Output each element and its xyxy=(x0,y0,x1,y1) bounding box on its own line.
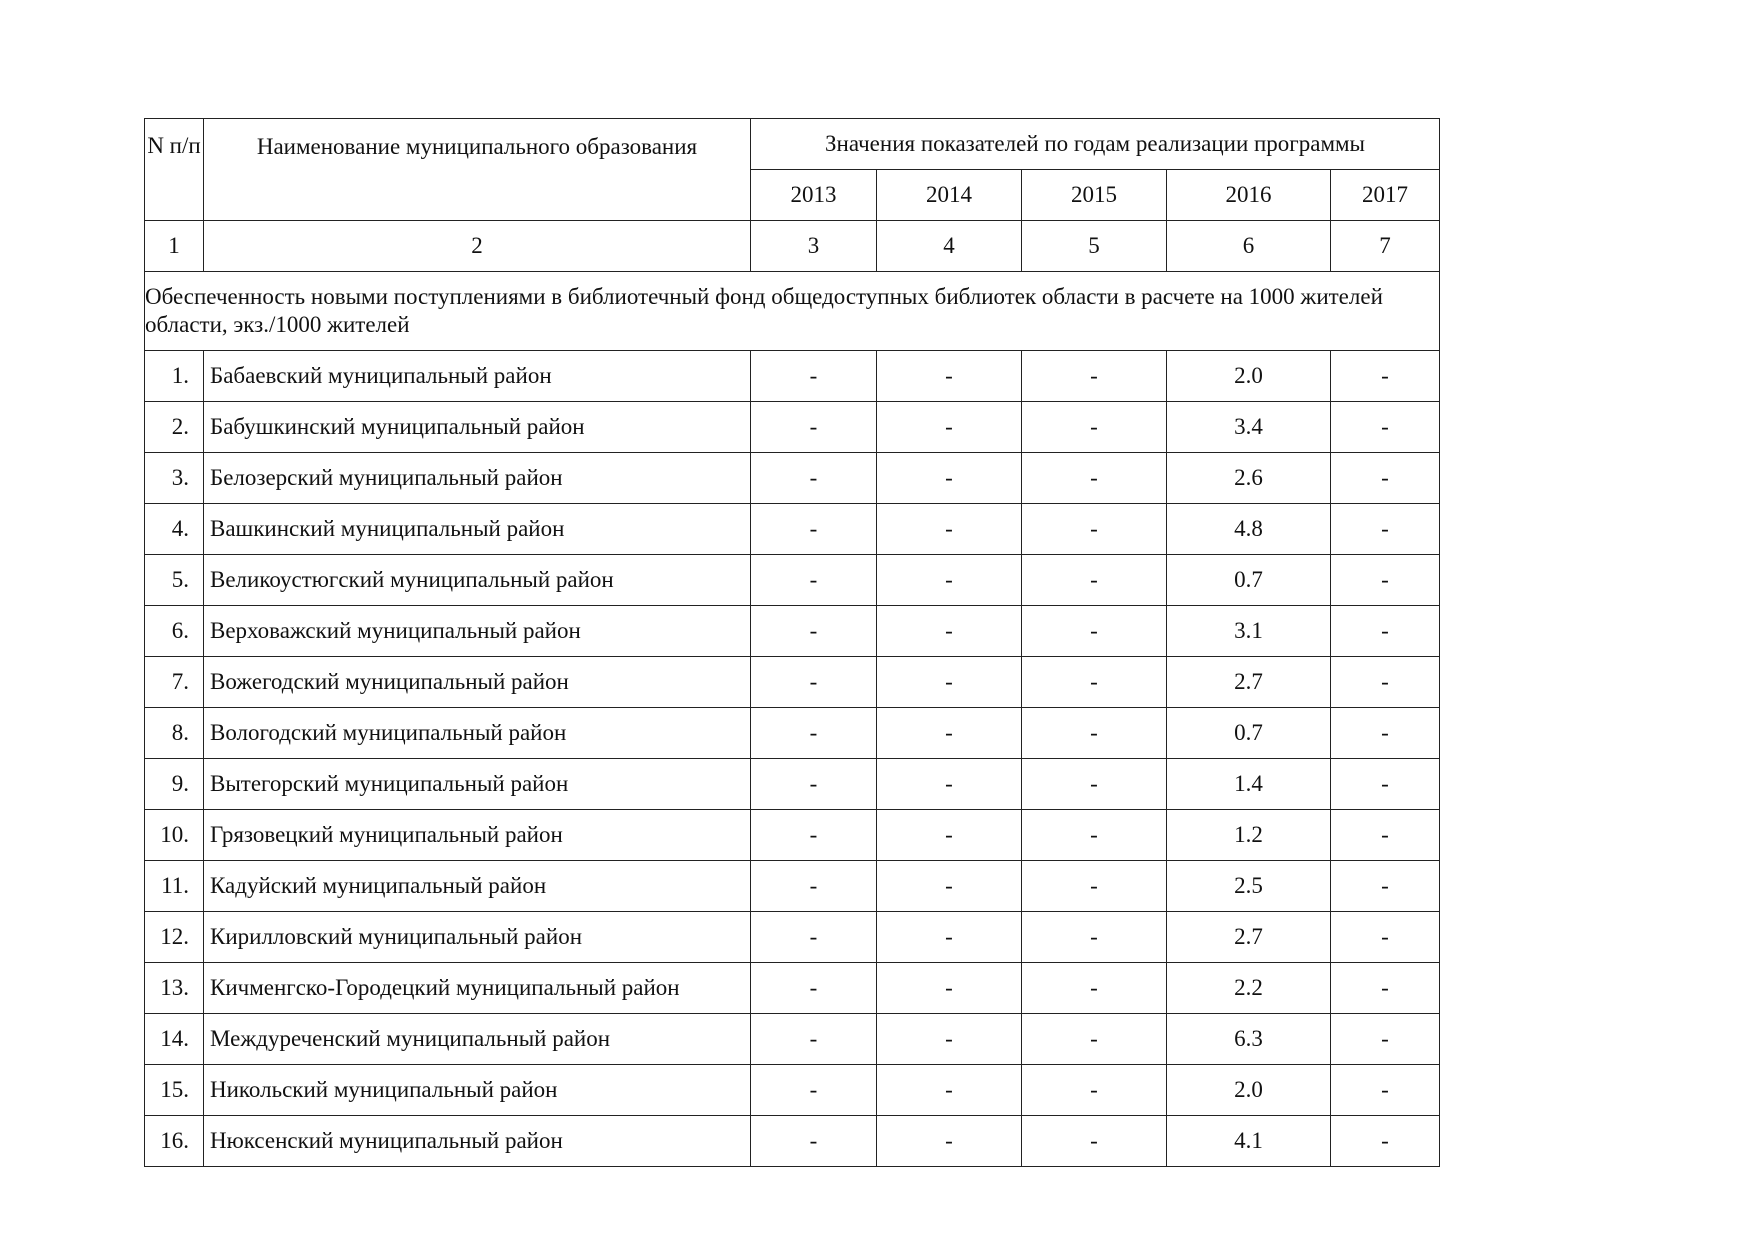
value-2017: - xyxy=(1331,504,1440,555)
section-title: Обеспеченность новыми поступлениями в библиотечный фонд общедоступных библиотек области в расчете на 1000 жителей области, экз./1000 жителей xyxy=(145,272,1440,351)
header-year-2016: 2016 xyxy=(1167,170,1331,221)
value-2015: - xyxy=(1022,861,1167,912)
value-2013: - xyxy=(751,912,877,963)
table-row xyxy=(145,912,1440,963)
table-row xyxy=(145,1116,1440,1167)
row-number: 2. xyxy=(145,402,204,453)
municipality-name: Кадуйский муниципальный район xyxy=(204,861,751,912)
value-2013: - xyxy=(751,810,877,861)
value-2013: - xyxy=(751,606,877,657)
municipality-name: Бабаевский муниципальный район xyxy=(204,351,751,402)
value-2014: - xyxy=(877,1116,1022,1167)
value-2014: - xyxy=(877,453,1022,504)
table-row xyxy=(145,759,1440,810)
header-row-top xyxy=(145,119,1440,170)
column-number: 2 xyxy=(204,221,751,272)
row-number: 12. xyxy=(145,912,204,963)
value-2017: - xyxy=(1331,606,1440,657)
value-2014: - xyxy=(877,402,1022,453)
value-2017: - xyxy=(1331,759,1440,810)
value-2017: - xyxy=(1331,708,1440,759)
value-2017: - xyxy=(1331,555,1440,606)
municipality-name: Вытегорский муниципальный район xyxy=(204,759,751,810)
value-2016: 2.6 xyxy=(1167,453,1331,504)
value-2017: - xyxy=(1331,912,1440,963)
municipality-name: Великоустюгский муниципальный район xyxy=(204,555,751,606)
municipality-name: Бабушкинский муниципальный район xyxy=(204,402,751,453)
table-row xyxy=(145,657,1440,708)
value-2015: - xyxy=(1022,708,1167,759)
value-2017: - xyxy=(1331,657,1440,708)
value-2013: - xyxy=(751,1065,877,1116)
value-2016: 4.8 xyxy=(1167,504,1331,555)
value-2013: - xyxy=(751,555,877,606)
value-2017: - xyxy=(1331,810,1440,861)
column-number: 4 xyxy=(877,221,1022,272)
value-2014: - xyxy=(877,1014,1022,1065)
row-number: 14. xyxy=(145,1014,204,1065)
table-row xyxy=(145,606,1440,657)
value-2013: - xyxy=(751,1014,877,1065)
value-2014: - xyxy=(877,555,1022,606)
table-row xyxy=(145,810,1440,861)
value-2015: - xyxy=(1022,912,1167,963)
row-number: 7. xyxy=(145,657,204,708)
municipality-name: Вожегодский муниципальный район xyxy=(204,657,751,708)
value-2014: - xyxy=(877,1065,1022,1116)
value-2016: 2.0 xyxy=(1167,351,1331,402)
table-row xyxy=(145,1014,1440,1065)
header-year-2014: 2014 xyxy=(877,170,1022,221)
value-2015: - xyxy=(1022,351,1167,402)
value-2017: - xyxy=(1331,1065,1440,1116)
value-2016: 1.2 xyxy=(1167,810,1331,861)
table-row xyxy=(145,555,1440,606)
value-2015: - xyxy=(1022,1116,1167,1167)
value-2016: 6.3 xyxy=(1167,1014,1331,1065)
column-number: 1 xyxy=(145,221,204,272)
municipality-name: Вашкинский муниципальный район xyxy=(204,504,751,555)
municipality-name: Никольский муниципальный район xyxy=(204,1065,751,1116)
row-number: 3. xyxy=(145,453,204,504)
column-number: 7 xyxy=(1331,221,1440,272)
value-2015: - xyxy=(1022,810,1167,861)
value-2015: - xyxy=(1022,1014,1167,1065)
value-2017: - xyxy=(1331,402,1440,453)
value-2016: 0.7 xyxy=(1167,555,1331,606)
row-number: 10. xyxy=(145,810,204,861)
row-number: 6. xyxy=(145,606,204,657)
value-2014: - xyxy=(877,912,1022,963)
value-2016: 2.5 xyxy=(1167,861,1331,912)
municipality-name: Кичменгско-Городецкий муниципальный район xyxy=(204,963,751,1014)
header-num: N п/п xyxy=(145,119,204,221)
table-row xyxy=(145,708,1440,759)
value-2013: - xyxy=(751,708,877,759)
value-2016: 4.1 xyxy=(1167,1116,1331,1167)
value-2017: - xyxy=(1331,453,1440,504)
value-2015: - xyxy=(1022,657,1167,708)
header-values-group: Значения показателей по годам реализации программы xyxy=(751,119,1440,170)
value-2014: - xyxy=(877,963,1022,1014)
column-number: 3 xyxy=(751,221,877,272)
value-2016: 1.4 xyxy=(1167,759,1331,810)
value-2015: - xyxy=(1022,555,1167,606)
value-2013: - xyxy=(751,861,877,912)
value-2014: - xyxy=(877,606,1022,657)
row-number: 15. xyxy=(145,1065,204,1116)
value-2017: - xyxy=(1331,963,1440,1014)
row-number: 8. xyxy=(145,708,204,759)
table-row xyxy=(145,861,1440,912)
value-2014: - xyxy=(877,810,1022,861)
value-2017: - xyxy=(1331,1116,1440,1167)
municipality-name: Вологодский муниципальный район xyxy=(204,708,751,759)
value-2016: 2.7 xyxy=(1167,657,1331,708)
row-number: 11. xyxy=(145,861,204,912)
value-2013: - xyxy=(751,657,877,708)
value-2014: - xyxy=(877,708,1022,759)
table-row xyxy=(145,504,1440,555)
value-2013: - xyxy=(751,453,877,504)
column-number: 5 xyxy=(1022,221,1167,272)
value-2013: - xyxy=(751,402,877,453)
value-2014: - xyxy=(877,759,1022,810)
value-2016: 2.0 xyxy=(1167,1065,1331,1116)
table-row xyxy=(145,1065,1440,1116)
value-2013: - xyxy=(751,351,877,402)
indicators-table xyxy=(144,118,1440,1167)
value-2015: - xyxy=(1022,1065,1167,1116)
value-2016: 0.7 xyxy=(1167,708,1331,759)
value-2015: - xyxy=(1022,453,1167,504)
municipality-name: Кирилловский муниципальный район xyxy=(204,912,751,963)
value-2015: - xyxy=(1022,963,1167,1014)
row-number: 1. xyxy=(145,351,204,402)
row-number: 16. xyxy=(145,1116,204,1167)
value-2016: 3.4 xyxy=(1167,402,1331,453)
value-2016: 2.2 xyxy=(1167,963,1331,1014)
municipality-name: Нюксенский муниципальный район xyxy=(204,1116,751,1167)
table-row xyxy=(145,402,1440,453)
value-2015: - xyxy=(1022,402,1167,453)
municipality-name: Верховажский муниципальный район xyxy=(204,606,751,657)
value-2016: 2.7 xyxy=(1167,912,1331,963)
value-2014: - xyxy=(877,504,1022,555)
value-2013: - xyxy=(751,759,877,810)
value-2017: - xyxy=(1331,351,1440,402)
value-2014: - xyxy=(877,351,1022,402)
value-2013: - xyxy=(751,504,877,555)
municipality-name: Грязовецкий муниципальный район xyxy=(204,810,751,861)
column-number-row xyxy=(145,221,1440,272)
header-year-2013: 2013 xyxy=(751,170,877,221)
header-year-2017: 2017 xyxy=(1331,170,1440,221)
section-title-row xyxy=(145,272,1440,351)
value-2017: - xyxy=(1331,861,1440,912)
value-2013: - xyxy=(751,963,877,1014)
municipality-name: Белозерский муниципальный район xyxy=(204,453,751,504)
column-number: 6 xyxy=(1167,221,1331,272)
value-2015: - xyxy=(1022,759,1167,810)
row-number: 9. xyxy=(145,759,204,810)
value-2015: - xyxy=(1022,504,1167,555)
row-number: 4. xyxy=(145,504,204,555)
value-2015: - xyxy=(1022,606,1167,657)
header-year-2015: 2015 xyxy=(1022,170,1167,221)
municipality-name: Междуреченский муниципальный район xyxy=(204,1014,751,1065)
value-2014: - xyxy=(877,861,1022,912)
row-number: 13. xyxy=(145,963,204,1014)
value-2014: - xyxy=(877,657,1022,708)
row-number: 5. xyxy=(145,555,204,606)
header-name: Наименование муниципального образования xyxy=(204,119,751,221)
value-2016: 3.1 xyxy=(1167,606,1331,657)
table-row xyxy=(145,963,1440,1014)
value-2013: - xyxy=(751,1116,877,1167)
value-2017: - xyxy=(1331,1014,1440,1065)
table-row xyxy=(145,453,1440,504)
table-row xyxy=(145,351,1440,402)
